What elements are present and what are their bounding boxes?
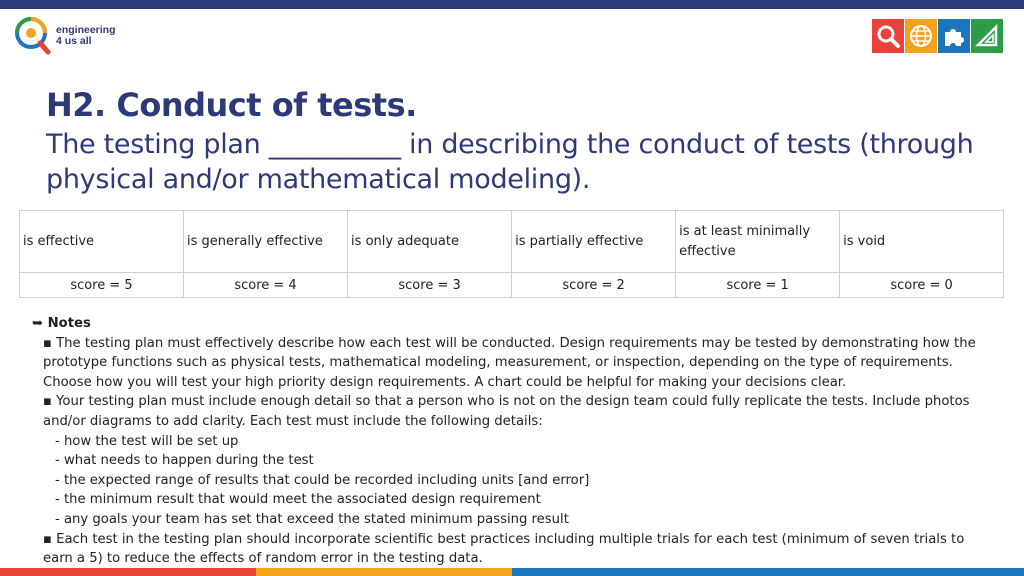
notes-section [32, 314, 992, 569]
rubric-level-cell: is void [840, 211, 1004, 273]
rubric-score-cell: score = 2 [512, 273, 676, 298]
top-accent-bar [0, 0, 1024, 9]
notes-detail-item: - the minimum result that would meet the associated design requirement [55, 492, 541, 508]
notes-detail-item: - the expected range of results that could be recorded including units [and error] [55, 472, 590, 488]
notes-bullet: ▪ The testing plan must effectively describe how each test will be conducted. Design requirements may be tested by demonstrating how the prototype functions such as physical tests, mathematical modeling, measurement, or inspection, depending on the type of requirements. Choose how you will test your high priority design requirements. A chart could be helpful for making your decisions clear. [43, 335, 976, 390]
notes-heading: ➥ Notes [32, 316, 91, 331]
puzzle-icon [938, 19, 970, 53]
rubric-score-cell: score = 5 [20, 273, 184, 298]
magnifier-icon [872, 19, 904, 53]
topic-icons [872, 19, 1003, 53]
scoring-rubric-table [19, 210, 1004, 298]
rubric-level-cell: is at least minimally effective [676, 211, 840, 273]
notes-bullet: ▪ Your testing plan must include enough detail so that a person who is not on the design team could fully replicate the tests. Include photos and/or diagrams to add clarity. Each test must include the following details: [43, 394, 970, 429]
notes-detail-item: - any goals your team has set that exceed the stated minimum passing result [55, 511, 569, 527]
notes-bullet: ▪ Each test in the testing plan should incorporate scientific best practices including multiple trials for each test (minimum of seven trials to earn a 5) to reduce the effects of random error in the testing data. [43, 531, 965, 567]
rubric-level-cell: is effective [20, 211, 184, 273]
bottom-bar-segment [0, 568, 256, 576]
rubric-scores-row [20, 273, 1004, 298]
bottom-bar-segment [768, 568, 1024, 576]
page-subtitle: The testing plan __________ in describing the conduct of tests (through physical and/or mathematical modeling). [46, 129, 974, 195]
rubric-levels-row [20, 211, 1004, 273]
logo-text-line2: 4 us all [56, 35, 92, 47]
ruler-triangle-icon [971, 19, 1003, 53]
logo-text-line1: engineering [56, 24, 116, 36]
notes-detail-item: - how the test will be set up [55, 433, 239, 449]
rubric-score-cell: score = 0 [840, 273, 1004, 298]
rubric-level-cell: is partially effective [512, 211, 676, 273]
notes-detail-item: - what needs to happen during the test [55, 453, 314, 469]
rubric-score-cell: score = 1 [676, 273, 840, 298]
page-title: H2. Conduct of tests. [46, 86, 417, 124]
bottom-bar-segment [512, 568, 768, 576]
rubric-level-cell: is generally effective [184, 211, 348, 273]
rubric-level-cell: is only adequate [348, 211, 512, 273]
rubric-score-cell: score = 3 [348, 273, 512, 298]
bottom-bar-segment [256, 568, 512, 576]
engineering-4-us-all-logo [14, 16, 116, 56]
bottom-color-bar [0, 568, 1024, 576]
rubric-score-cell: score = 4 [184, 273, 348, 298]
globe-icon [905, 19, 937, 53]
logo-mark-icon [14, 16, 52, 56]
